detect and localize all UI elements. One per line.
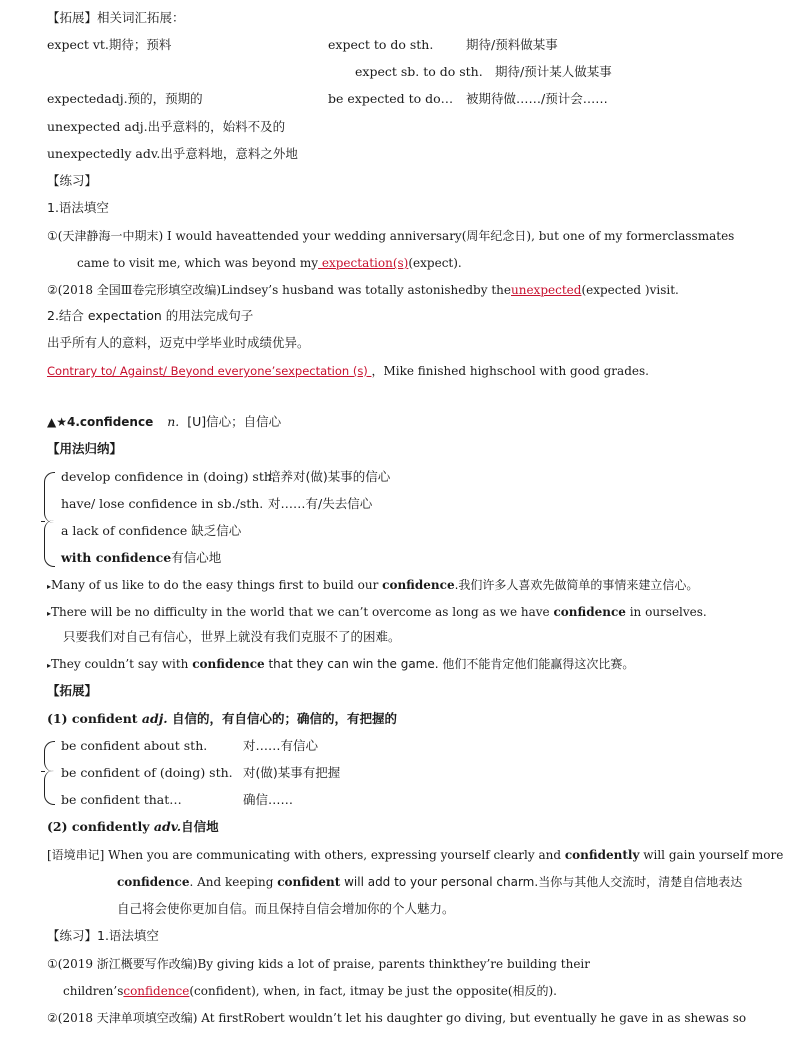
practice-q2-rest: ，Mike finished highschool with good grades.: [371, 364, 649, 378]
vocab-row-3-meaning: 被期待做……/预计会……: [466, 91, 608, 106]
usage-4-phrase: with confidence: [61, 550, 172, 565]
brace-point: [41, 521, 45, 522]
practice-q2-title: 2.结合 expectation 的用法完成句子: [47, 308, 254, 323]
practice-2-e1-line2: [63, 982, 557, 1000]
practice-2-e1-text: (2019 浙江概要写作改编)By giving kids a lot of praise, parents thinkthey’re building their: [57, 957, 591, 971]
vocab-row-4: unexpected adj.出乎意料的，始料不及的: [47, 119, 286, 134]
practice-2-e1-line1: [47, 955, 590, 973]
usage-header: 【用法归纳】: [47, 441, 123, 456]
brace-point-2: [41, 771, 45, 772]
usage-2-phrase: have/ lose confidence in sb./sth.: [61, 496, 264, 511]
entry-pos: n.: [167, 414, 180, 429]
circled-number: ①: [47, 957, 58, 971]
circled-number: ①: [47, 229, 58, 243]
context-line-2: [117, 873, 742, 891]
practice-e1-hint: (expect).: [408, 256, 462, 270]
confident-usage-3-meaning: 确信……: [243, 792, 294, 807]
confident-usage-1-meaning: 对……有信心: [243, 738, 319, 753]
practice-2-e1-text-2: children’s: [63, 984, 124, 998]
context-text-1: [语境串记] When you are communicating with others, expressing yourself clearly and: [47, 848, 565, 862]
usage-4-meaning: 有信心地: [171, 550, 222, 565]
extension-confident-title: [47, 710, 397, 728]
practice-2-header: 【练习】1.语法填空: [47, 928, 159, 943]
context-line-3: 自己将会使你更加自信。而且保持自信会增加你的个人魅力。: [117, 901, 455, 916]
context-keyword-confidently: confidently: [564, 848, 640, 862]
vocab-row-2-meaning: 期待/预计某人做某事: [495, 64, 612, 79]
example-2-translation: 只要我们对自己有信心，世界上就没有我们克服不了的困难。: [63, 629, 401, 644]
practice-e1-text: (天津静海一中期末) I would haveattended your wedding anniversary(周年纪念日), but one of my formerclassmates: [57, 229, 735, 243]
vocab-row-1-meaning: 期待/预料做某事: [466, 37, 558, 52]
confident-usage-2: be confident of (doing) sth.: [61, 765, 233, 780]
practice-q2-answer-line: [47, 362, 649, 380]
practice-e2-text: (2018 全国Ⅲ卷完形填空改编)Lindsey’s husband was totally astonishedby the: [57, 283, 511, 297]
bullet-triangle-icon: ▸: [47, 582, 52, 591]
practice-2-e1-text-3: (confident), when, in fact, itmay be just the opposite(相反的).: [189, 984, 557, 998]
example-2: [47, 603, 707, 623]
circled-number: ②: [47, 1011, 58, 1025]
context-text-2: will gain yourself more: [639, 848, 784, 862]
section-header-practice: 【练习】: [47, 173, 98, 188]
entry-definition: [U]信心；自信心: [187, 414, 282, 429]
vocab-row-1-phrase: expect to do sth.: [328, 37, 434, 52]
vocab-row-2-phrase: expect sb. to do sth.: [355, 64, 483, 79]
practice-e2: [47, 281, 679, 299]
section-header-extension: 【拓展】相关词汇拓展：: [47, 10, 185, 25]
usage-1-meaning: 培养对(做)某事的信心: [268, 469, 391, 484]
context-text-4: will add to your personal charm.当你与其他人交流时，清楚自信地表达: [340, 875, 743, 889]
brace-bottom: [44, 520, 55, 567]
practice-e1-line2: [77, 254, 462, 272]
context-line-1: [47, 846, 783, 864]
example-3-translation: that they can win the game. 他们不能肯定他们能赢得这次比赛。: [264, 657, 635, 671]
bullet-triangle-icon: ▸: [47, 609, 52, 618]
extension-pos-adv: adv.: [153, 819, 182, 834]
practice-q1-title: 1.语法填空: [47, 200, 109, 215]
vocab-row-5: unexpectedly adv.出乎意料地，意料之外地: [47, 146, 298, 161]
practice-q2-chinese: 出乎所有人的意料，迈克中学毕业时成绩优异。: [47, 335, 310, 350]
brace-top-2: [44, 741, 55, 772]
usage-2-meaning: 对……有/失去信心: [268, 496, 373, 511]
vocab-row-3-phrase: be expected to do…: [328, 91, 454, 106]
circled-number: ②: [47, 283, 58, 297]
extension-pos-adj: adj.: [141, 711, 168, 726]
answer-contrary-to: Contrary to/ Against/ Beyond everyone’sexpectation (s): [47, 364, 372, 378]
context-keyword-confidence: confidence: [117, 875, 190, 889]
practice-e1-text-2: came to visit me, which was beyond my: [77, 256, 319, 270]
extension-word-confidently: (2) confidently: [47, 819, 154, 834]
vocab-row-1-word: expect vt.期待；预料: [47, 37, 172, 52]
extension-word-confident: (1) confident: [47, 711, 142, 726]
answer-unexpected: unexpected: [511, 283, 582, 297]
extension-confident-meaning: 自信的，有自信心的；确信的，有把握的: [167, 711, 397, 726]
confident-usage-3: be confident that…: [61, 792, 182, 807]
extension-confidently-title: [47, 818, 219, 836]
practice-e2-hint: (expected )visit.: [581, 283, 679, 297]
example-3-text: They couldn’t say with: [51, 657, 193, 671]
example-2-keyword: confidence: [553, 605, 626, 619]
usage-3: a lack of confidence 缺乏信心: [61, 523, 242, 538]
bullet-triangle-icon: ▸: [47, 661, 52, 670]
example-1-translation: .我们许多人喜欢先做简单的事情来建立信心。: [454, 578, 699, 592]
answer-confidence: confidence: [123, 984, 190, 998]
example-3: [47, 655, 634, 675]
practice-2-e2-text: (2018 天津单项填空改编) At firstRobert wouldn’t let his daughter go diving, but eventually he gave in as shewas so: [57, 1011, 747, 1025]
context-keyword-confident: confident: [277, 875, 341, 889]
example-1-text: Many of us like to do the easy things first to build our: [51, 578, 383, 592]
usage-1-phrase: develop confidence in (doing) sth.: [61, 469, 276, 484]
vocab-row-3-word: expectedadj.预的，预期的: [47, 91, 203, 106]
practice-e1-line1: [47, 227, 734, 245]
practice-2-e2-line1: [47, 1009, 746, 1027]
brace-bottom-2: [44, 770, 55, 805]
example-1-keyword: confidence: [382, 578, 455, 592]
example-1: [47, 576, 698, 596]
example-2-text-end: in ourselves.: [625, 605, 707, 619]
usage-4: [61, 549, 221, 567]
confident-usage-1: be confident about sth.: [61, 738, 208, 753]
example-2-text: There will be no difficulty in the world that we can’t overcome as long as we have: [51, 605, 554, 619]
extension-header: 【拓展】: [47, 683, 98, 698]
answer-expectations: expectation(s): [318, 256, 409, 270]
context-text-3: . And keeping: [189, 875, 278, 889]
entry-title-confidence: [47, 413, 281, 431]
example-3-keyword: confidence: [192, 657, 265, 671]
confident-usage-2-meaning: 对(做)某事有把握: [243, 765, 341, 780]
extension-confidently-meaning: 自信地: [181, 819, 219, 834]
entry-headword: ▲★4.confidence: [47, 415, 154, 429]
brace-top: [44, 472, 55, 523]
